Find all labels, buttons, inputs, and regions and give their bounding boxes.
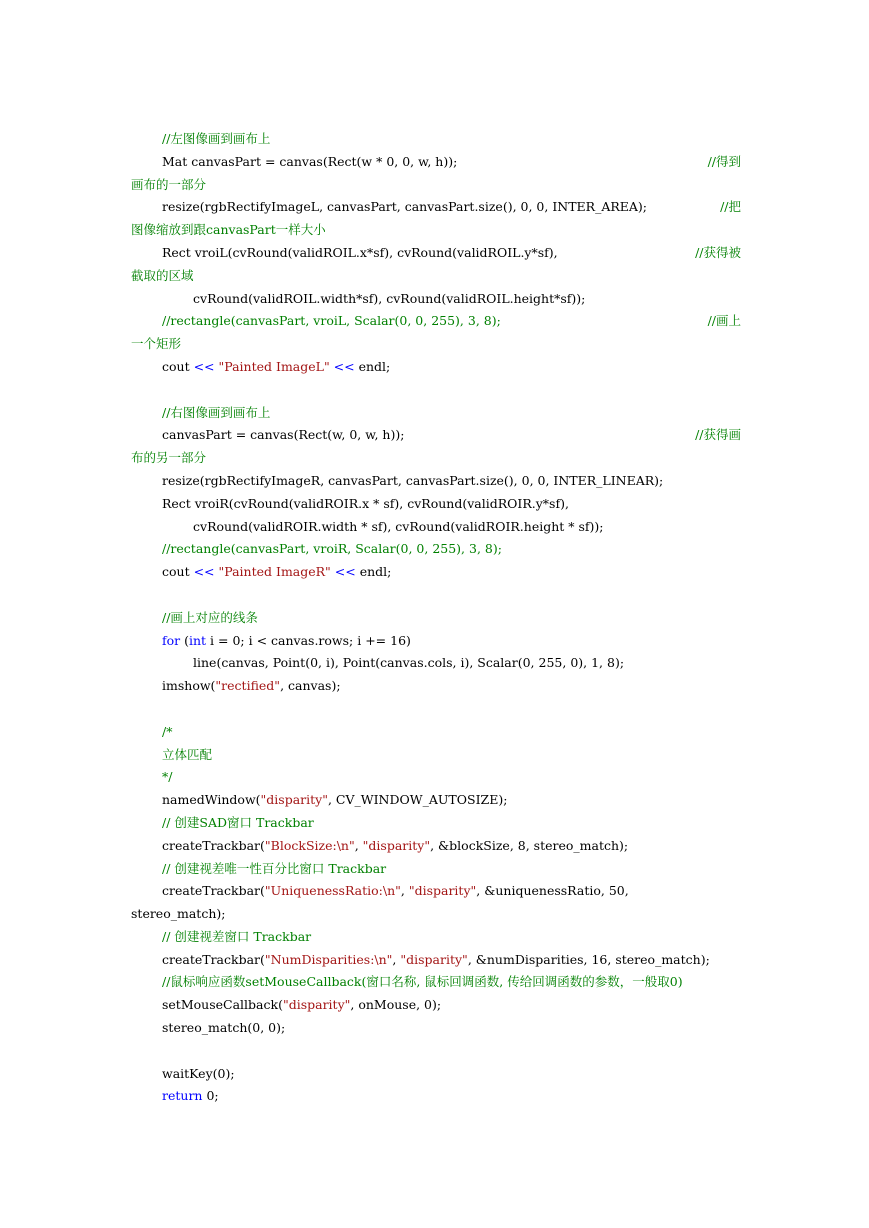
code-line <box>131 561 741 584</box>
inline-comment: //获得画 <box>695 427 741 443</box>
comment-line: 立体匹配 <box>162 746 213 762</box>
string-literal: "rectified" <box>215 678 281 694</box>
inline-comment: //画上 <box>707 313 741 329</box>
comment-line: //鼠标响应函数setMouseCallback(窗口名称, 鼠标回调函数, 传给回调函数的参数，一般取0) <box>162 974 683 990</box>
inline-comment: //把 <box>720 199 741 215</box>
comment-continuation: 布的另一部分 <box>131 450 207 466</box>
keyword: return <box>162 1088 203 1104</box>
comment-line: // 创建视差窗口 Trackbar <box>162 928 312 944</box>
code-line <box>131 994 741 1017</box>
code-line: stereo_match(0, 0); <box>162 1020 286 1036</box>
commented-code: //rectangle(canvasPart, vroiL, Scalar(0, 0, 255), 3, 8); <box>162 313 501 329</box>
code-line <box>131 789 741 812</box>
code-text: canvasPart = canvas(Rect(w, 0, w, h)); <box>162 427 405 443</box>
keyword: int <box>189 632 207 648</box>
operator: << <box>193 358 215 374</box>
code-text: , <box>400 883 409 899</box>
string-literal: "Painted ImageR" <box>214 564 335 580</box>
string-literal: "UniquenessRatio:\n" <box>264 883 401 899</box>
code-continuation: stereo_match); <box>131 906 226 922</box>
operator: << <box>333 358 355 374</box>
code-text: imshow( <box>162 678 216 694</box>
code-line <box>131 835 741 858</box>
code-line <box>131 151 741 174</box>
string-literal: "disparity" <box>260 792 328 808</box>
code-line: cvRound(validROIR.width * sf), cvRound(validROIR.height * sf)); <box>193 518 604 534</box>
code-line <box>131 675 741 698</box>
code-line <box>131 880 741 903</box>
comment-line: */ <box>162 769 173 785</box>
code-line <box>131 196 741 219</box>
comment-continuation: 截取的区域 <box>131 267 194 283</box>
code-text: createTrackbar( <box>162 951 265 967</box>
code-line <box>131 310 741 333</box>
code-text: resize(rgbRectifyImageL, canvasPart, canvasPart.size(), 0, 0, INTER_AREA); <box>162 199 647 215</box>
code-text: , &numDisparities, 16, stereo_match); <box>467 951 710 967</box>
inline-comment: //获得被 <box>695 244 741 260</box>
inline-comment: //得到 <box>707 153 741 169</box>
code-text: cout <box>162 564 194 580</box>
string-literal: "disparity" <box>408 883 477 899</box>
code-text: , <box>354 837 363 853</box>
code-line <box>131 424 741 447</box>
code-text: , canvas); <box>280 678 341 694</box>
keyword: for <box>162 632 181 648</box>
comment-line: //画上对应的线条 <box>162 609 258 625</box>
code-text: , <box>392 951 401 967</box>
code-text: createTrackbar( <box>162 837 265 853</box>
code-line <box>131 356 741 379</box>
comment-line: //左图像画到画布上 <box>162 131 271 146</box>
code-line <box>131 242 741 265</box>
code-listing <box>131 128 741 1108</box>
operator: << <box>193 564 215 580</box>
code-text: createTrackbar( <box>162 883 265 899</box>
code-text: i = 0; i < canvas.rows; i += 16) <box>206 632 411 648</box>
code-line: cvRound(validROIL.width*sf), cvRound(validROIL.height*sf)); <box>193 290 586 306</box>
code-text: setMouseCallback( <box>162 997 283 1013</box>
comment-line: /* <box>162 723 173 739</box>
code-line: Rect vroiR(cvRound(validROIR.x * sf), cvRound(validROIR.y*sf), <box>162 495 569 511</box>
string-literal: "disparity" <box>282 997 351 1013</box>
code-text: Mat canvasPart = canvas(Rect(w * 0, 0, w, h)); <box>162 153 458 169</box>
operator: << <box>334 564 356 580</box>
string-literal: "NumDisparities:\n" <box>264 951 393 967</box>
comment-continuation: 一个矩形 <box>131 336 182 352</box>
string-literal: "BlockSize:\n" <box>264 837 355 853</box>
code-text: ( <box>180 632 189 648</box>
code-text: , onMouse, 0); <box>350 997 442 1013</box>
blank-line <box>131 584 741 607</box>
code-text: , &blockSize, 8, stereo_match); <box>430 837 629 853</box>
code-text: namedWindow( <box>162 792 261 808</box>
code-line: line(canvas, Point(0, i), Point(canvas.cols, i), Scalar(0, 255, 0), 1, 8); <box>193 655 625 671</box>
code-text: Rect vroiL(cvRound(validROIL.x*sf), cvRound(validROIL.y*sf), <box>162 244 558 260</box>
code-line <box>131 1085 741 1108</box>
code-text: endl; <box>354 358 391 374</box>
code-line: waitKey(0); <box>162 1065 235 1081</box>
comment-continuation: 画布的一部分 <box>131 176 207 192</box>
blank-line <box>131 379 741 402</box>
commented-code: //rectangle(canvasPart, vroiR, Scalar(0, 0, 255), 3, 8); <box>162 541 502 557</box>
code-line: resize(rgbRectifyImageR, canvasPart, canvasPart.size(), 0, 0, INTER_LINEAR); <box>162 472 664 488</box>
comment-continuation: 图像缩放到跟canvasPart一样大小 <box>131 222 326 238</box>
comment-line: // 创建SAD窗口 Trackbar <box>162 814 314 830</box>
string-literal: "Painted ImageL" <box>214 358 334 374</box>
string-literal: "disparity" <box>362 837 431 853</box>
code-line <box>131 949 741 972</box>
blank-line <box>131 698 741 721</box>
code-text: , &uniquenessRatio, 50, <box>476 883 629 899</box>
code-text: , CV_WINDOW_AUTOSIZE); <box>327 792 508 808</box>
code-text: 0; <box>202 1088 219 1104</box>
code-line <box>131 630 741 653</box>
code-text: cout <box>162 358 194 374</box>
string-literal: "disparity" <box>400 951 468 967</box>
comment-line: // 创建视差唯一性百分比窗口 Trackbar <box>162 860 387 876</box>
comment-line: //右图像画到画布上 <box>162 404 271 420</box>
code-text: endl; <box>355 564 392 580</box>
blank-line <box>131 1040 741 1063</box>
